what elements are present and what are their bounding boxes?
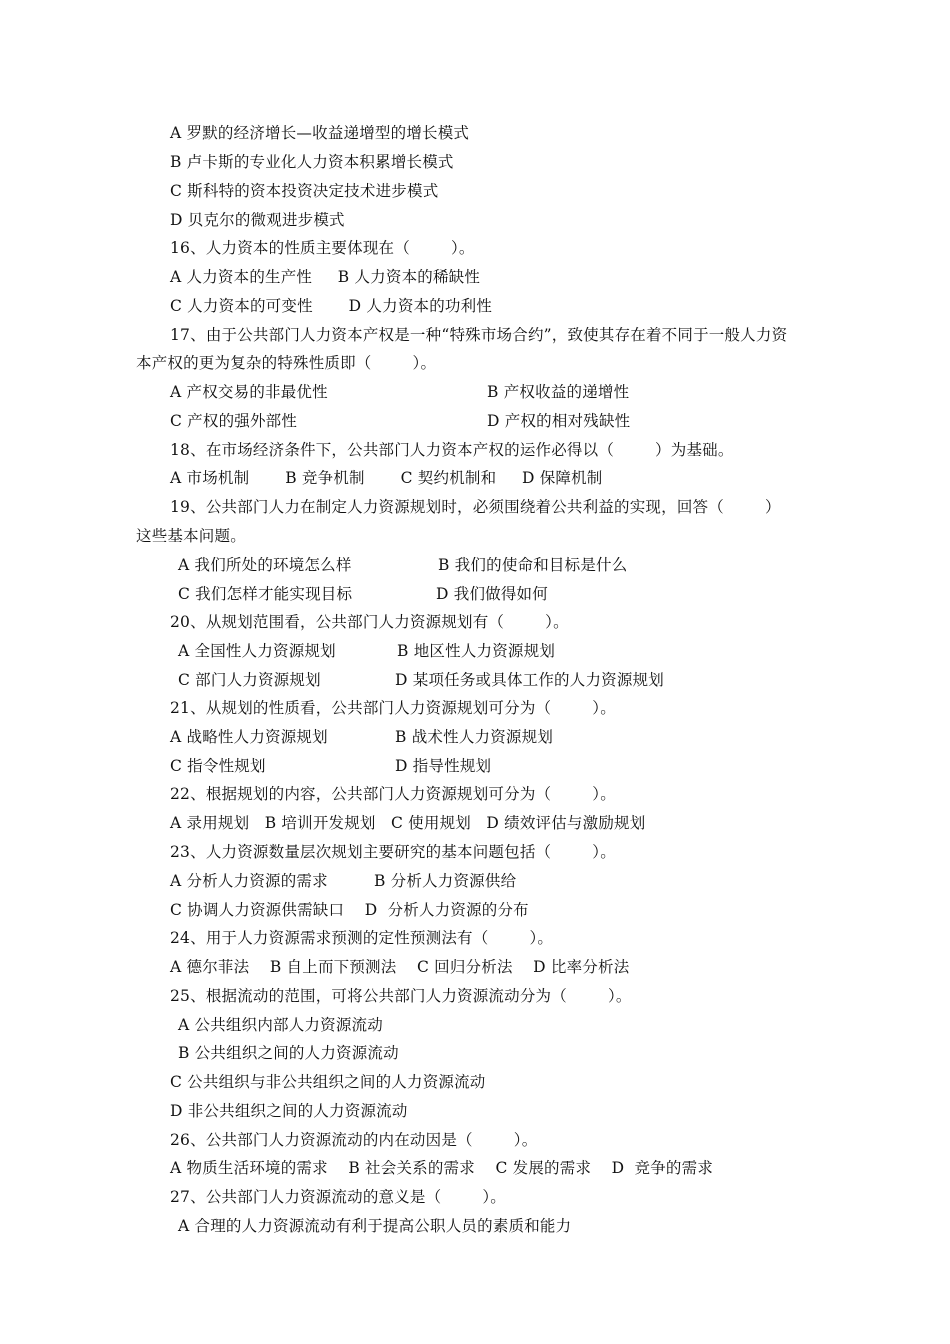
text-line <box>0 871 950 891</box>
option-left: C 我们怎样才能实现目标 <box>178 585 353 603</box>
option-row <box>0 641 950 661</box>
option-row <box>0 382 950 402</box>
option-row <box>0 584 950 604</box>
line-text: A 录用规划 B 培训开发规划 C 使用规划 D 绩效评估与激励规划 <box>170 814 646 832</box>
option-right: D 我们做得如何 <box>436 585 548 603</box>
line-text: D 非公共组织之间的人力资源流动 <box>170 1102 408 1120</box>
option-row <box>0 670 950 690</box>
option-left: C 指令性规划 <box>170 757 266 775</box>
line-text: 20、从规划范围看，公共部门人力资源规划有（ ）。 <box>170 613 569 631</box>
text-line <box>0 1072 950 1092</box>
line-text: 25、根据流动的范围，可将公共部门人力资源流动分为（ ）。 <box>170 987 632 1005</box>
text-line <box>0 957 950 977</box>
line-text: 18、在市场经济条件下，公共部门人力资本产权的运作必得以（ ）为基础。 <box>170 441 734 459</box>
line-text: C 协调人力资源供需缺口 D 分析人力资源的分布 <box>170 901 529 919</box>
line-text: 26、公共部门人力资源流动的内在动因是（ ）。 <box>170 1131 538 1149</box>
option-left: A 全国性人力资源规划 <box>178 642 336 660</box>
line-text: A 市场机制 B 竞争机制 C 契约机制和 D 保障机制 <box>170 469 603 487</box>
line-text: 本产权的更为复杂的特殊性质即（ ）。 <box>136 354 437 372</box>
line-text: A 公共组织内部人力资源流动 <box>178 1016 383 1034</box>
line-text: 17、由于公共部门人力资本产权是一种“特殊市场合约”，致使其存在着不同于一般人力资 <box>170 326 788 344</box>
text-line <box>0 497 950 517</box>
option-right: D 某项任务或具体工作的人力资源规划 <box>395 671 664 689</box>
line-text: A 合理的人力资源流动有利于提高公职人员的素质和能力 <box>178 1217 572 1235</box>
line-text: A 德尔菲法 B 自上而下预测法 C 回归分析法 D 比率分析法 <box>170 958 630 976</box>
option-row <box>0 756 950 776</box>
text-line <box>0 612 950 632</box>
line-text: A 罗默的经济增长—收益递增型的增长模式 <box>170 124 470 142</box>
text-line <box>0 325 950 345</box>
text-line <box>0 181 950 201</box>
line-text: 23、人力资源数量层次规划主要研究的基本问题包括（ ）。 <box>170 843 616 861</box>
text-line <box>0 928 950 948</box>
option-left: A 我们所处的环境怎么样 <box>178 556 352 574</box>
text-line <box>0 1015 950 1035</box>
option-right: B 我们的使命和目标是什么 <box>438 556 628 574</box>
line-text: 16、人力资本的性质主要体现在（ ）。 <box>170 239 475 257</box>
line-text: 21、从规划的性质看，公共部门人力资源规划可分为（ ）。 <box>170 699 616 717</box>
line-text: A 分析人力资源的需求 B 分析人力资源供给 <box>170 872 517 890</box>
line-text: C 公共组织与非公共组织之间的人力资源流动 <box>170 1073 486 1091</box>
option-row <box>0 727 950 747</box>
line-text: 19、公共部门人力在制定人力资源规划时，必须围绕着公共利益的实现，回答（ ） <box>170 498 781 516</box>
option-row <box>0 555 950 575</box>
text-line <box>0 842 950 862</box>
text-line <box>0 353 950 373</box>
text-line <box>0 1130 950 1150</box>
text-line <box>0 698 950 718</box>
text-line <box>0 296 950 316</box>
text-line <box>0 440 950 460</box>
line-text: A 物质生活环境的需求 B 社会关系的需求 C 发展的需求 D 竞争的需求 <box>170 1159 714 1177</box>
text-line <box>0 152 950 172</box>
text-line <box>0 526 950 546</box>
text-line <box>0 267 950 287</box>
option-left: A 产权交易的非最优性 <box>170 383 328 401</box>
line-text: 27、公共部门人力资源流动的意义是（ ）。 <box>170 1188 506 1206</box>
option-right: D 产权的相对残缺性 <box>487 412 631 430</box>
text-line <box>0 1187 950 1207</box>
text-line <box>0 1043 950 1063</box>
line-text: A 人力资本的生产性 B 人力资本的稀缺性 <box>170 268 481 286</box>
line-text: 24、用于人力资源需求预测的定性预测法有（ ）。 <box>170 929 554 947</box>
text-line <box>0 238 950 258</box>
text-line <box>0 210 950 230</box>
line-text: B 卢卡斯的专业化人力资本积累增长模式 <box>170 153 454 171</box>
option-right: B 战术性人力资源规划 <box>395 728 554 746</box>
text-line <box>0 123 950 143</box>
option-right: B 地区性人力资源规划 <box>397 642 556 660</box>
text-line <box>0 784 950 804</box>
option-right: B 产权收益的递增性 <box>487 383 630 401</box>
line-text: C 人力资本的可变性 D 人力资本的功利性 <box>170 297 493 315</box>
text-line <box>0 1216 950 1236</box>
text-line <box>0 1158 950 1178</box>
option-left: C 产权的强外部性 <box>170 412 298 430</box>
option-row <box>0 411 950 431</box>
line-text: C 斯科特的资本投资决定技术进步模式 <box>170 182 439 200</box>
text-line <box>0 813 950 833</box>
line-text: B 公共组织之间的人力资源流动 <box>178 1044 399 1062</box>
line-text: D 贝克尔的微观进步模式 <box>170 211 345 229</box>
text-line <box>0 900 950 920</box>
text-line <box>0 1101 950 1121</box>
option-left: A 战略性人力资源规划 <box>170 728 328 746</box>
option-left: C 部门人力资源规划 <box>178 671 321 689</box>
text-line <box>0 986 950 1006</box>
option-right: D 指导性规划 <box>395 757 492 775</box>
line-text: 22、根据规划的内容，公共部门人力资源规划可分为（ ）。 <box>170 785 616 803</box>
line-text: 这些基本问题。 <box>136 527 246 545</box>
text-line <box>0 468 950 488</box>
